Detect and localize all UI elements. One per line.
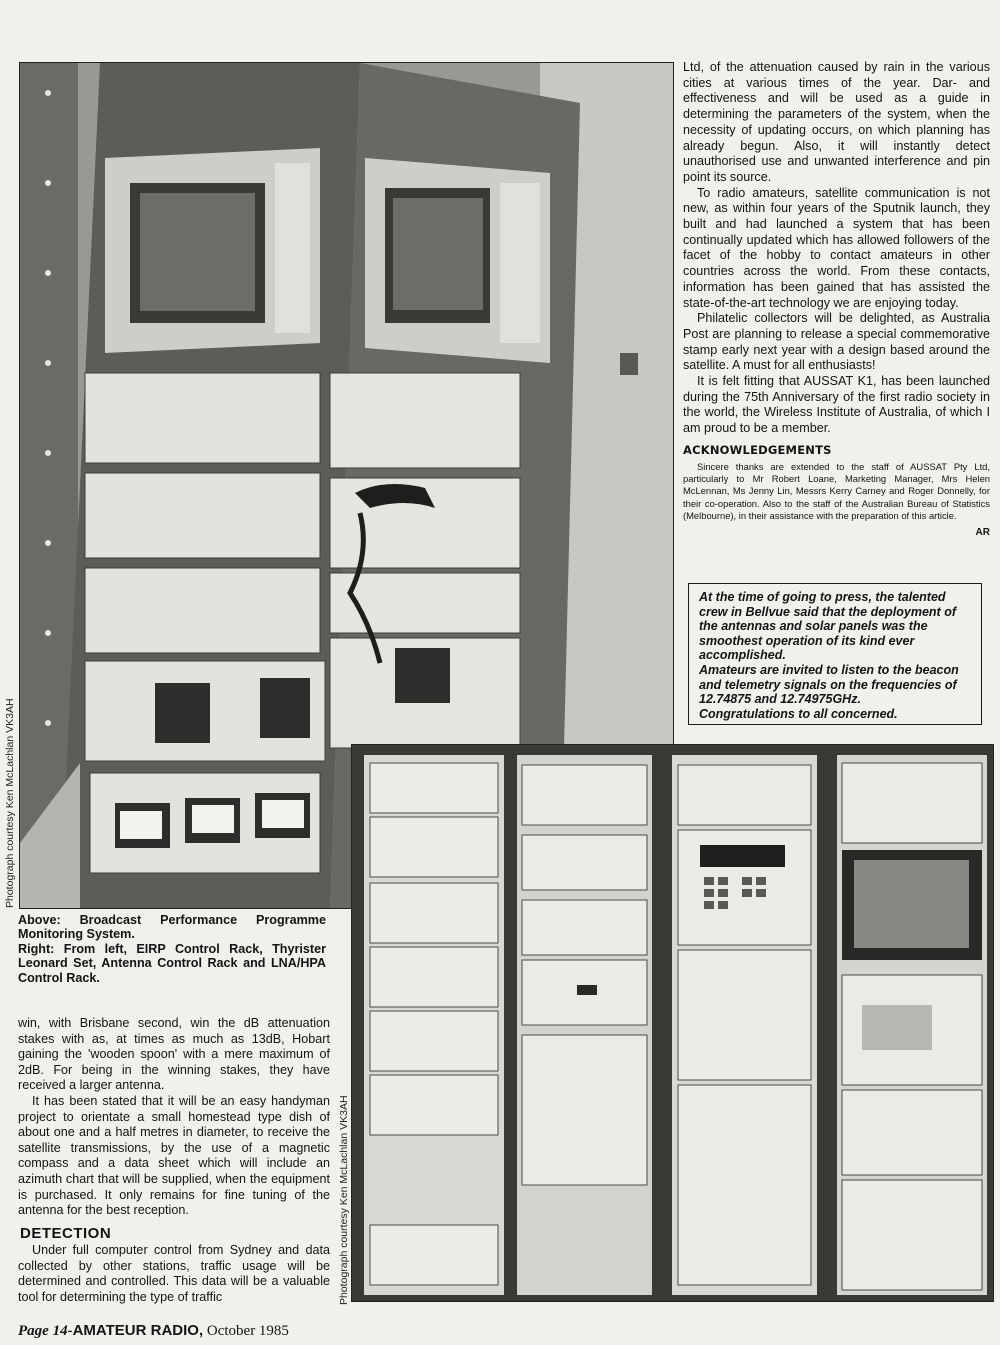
left-paragraph-1: win, with Brisbane second, win the dB attenuation stakes with as, at times as much as 13dB, Hobart gaining the 'wooden spoon' with a mere maximum of 2dB. For being in the winning stakes, they have received a larger antenna. [18, 1016, 330, 1093]
page-footer [18, 1322, 289, 1340]
right-column-article [683, 60, 990, 540]
left-paragraph-2: It has been stated that it will be an easy handyman project to orientate a small homestead type dish of about one and a half metres in diameter, to receive the satellite transmissions, by the use of a magnetic compass and a data sheet which will include an azimuth chart that will be supplied, when the equipment is purchased. It only remains for fine tuning of the antenna for the best reception. [18, 1093, 330, 1218]
photo-credit-bottom: Photograph courtesy Ken McLachlan VK3AH [338, 1095, 350, 1305]
right-paragraph-1: Ltd, of the attenuation caused by rain in the various cities at various times of the year. Dar- and effectiveness and will be used as a guide in determining the parameters of the system, when the necessity of updating occurs, on which planning has already begun. Also, it will instantly detect unauthorised use and unwanted interference and pin point its source. [683, 60, 990, 184]
photo-control-racks [351, 744, 994, 1302]
footer-page-number: Page 14- [18, 1323, 73, 1339]
signoff-mark: AR [975, 526, 990, 538]
detection-heading: DETECTION [20, 1225, 112, 1242]
acknowledgements-text: Sincere thanks are extended to the staff of AUSSAT Pty Ltd, particularly to Mr Robert Loane, Marketing Manager, Mrs Helen McLennan, Ms Jenny Lin, Messrs Kerry Carney and Roger Donnelly, for their co-operation. Also to the staff of the Australian Bureau of Statistics (Melbourne), in their assistance with the preparation of this article. [683, 460, 990, 522]
left-column-article [18, 1016, 330, 1219]
footer-magazine-title: AMATEUR RADIO, [72, 1322, 204, 1339]
note-congratulations: Congratulations to all concerned. [699, 706, 898, 721]
detection-paragraph: Under full computer control from Sydney and data collected by other stations, traffic usage will be determined and controlled. This data will be a valuable tool for determining the type of traffic [18, 1243, 330, 1304]
caption-above: Above: Broadcast Performance Programme Monitoring System. [18, 913, 326, 942]
note-deployment: At the time of going to press, the talented crew in Bellvue said that the deployment of the antennas and solar panels was the smoothest operation of its kind ever accomplished. [699, 590, 956, 663]
press-note-box [688, 583, 982, 725]
acknowledgements-heading: ACKNOWLEDGEMENTS [683, 442, 832, 457]
photo-caption [18, 913, 326, 985]
note-frequencies: Amateurs are invited to listen to the beacon and telemetry signals on the frequencies of 12.74875 and 12.74975GHz. [699, 662, 959, 707]
photo-racks-illustration [352, 745, 993, 1301]
detection-section [18, 1243, 330, 1305]
right-paragraph-4: It is felt fitting that AUSSAT K1, has been launched during the 75th Anniversary of the first radio society in the world, the Wireless Institute of Australia, of which I am proud to be a member. [683, 374, 990, 436]
caption-right: Right: From left, EIRP Control Rack, Thyrister Leonard Set, Antenna Control Rack and LNA/HPA Control Rack. [18, 941, 326, 985]
right-paragraph-3: Philatelic collectors will be delighted, as Australia Post are planning to release a special commemorative stamp early next year with a design based around the satellite. A must for all enthusiasts! [683, 311, 990, 373]
footer-issue-date: October 1985 [206, 1323, 289, 1339]
right-paragraph-2: To radio amateurs, satellite communication is not new, as within four years of the Sputnik launch, they built and had launched a system that has been continually updated which has allowed followers of the facet of the hobby to contact amateurs in other countries across the world. From these contacts, information has been gained that has assisted the state-of-the-art technology we are enjoying today. [683, 185, 990, 310]
photo-credit-top: Photograph courtesy Ken McLachlan VK3AH [4, 698, 16, 908]
